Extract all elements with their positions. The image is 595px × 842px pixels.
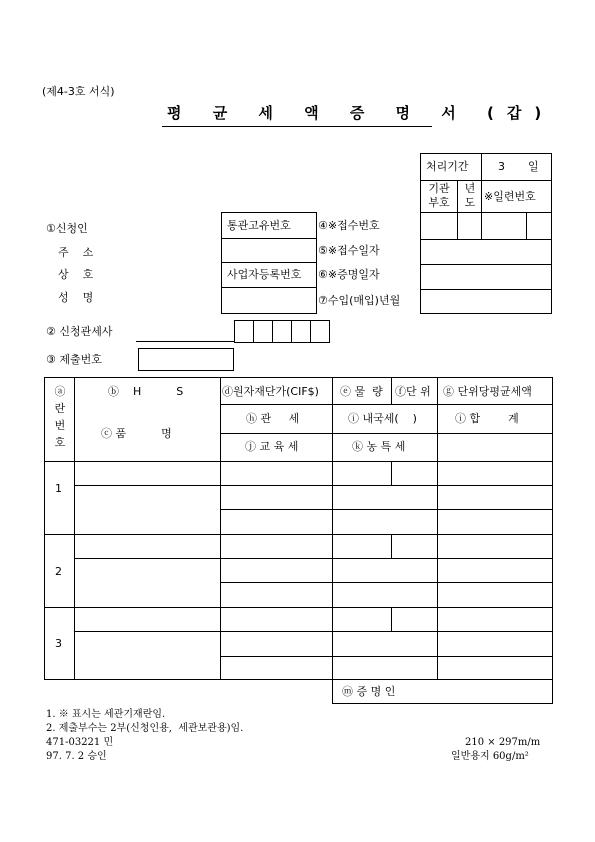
- biz-reg-label: 사업자등록번호: [227, 268, 302, 281]
- name-label: 성 명: [58, 291, 94, 304]
- processing-unit: 일: [528, 160, 539, 173]
- page-title: 평 균 세 액 증 명 서 (갑): [167, 104, 555, 122]
- divider: [391, 461, 392, 485]
- receipt-no-label: ④※접수번호: [318, 219, 380, 232]
- divider: [391, 607, 392, 631]
- divider: [526, 212, 527, 240]
- col-hs: ⓑ H S: [108, 385, 184, 398]
- col-domestic-tax: ⓘ 내국세( ): [348, 412, 417, 425]
- submit-no-box: [138, 348, 234, 371]
- note-2: 2. 제출부수는 2부(신청인용, 세관보관용)임.: [46, 723, 244, 734]
- col-quantity: ⓔ 물 량: [340, 385, 383, 398]
- col-agri-tax: ⓚ 농 특 세: [352, 440, 406, 453]
- processing-days: 3: [498, 160, 505, 173]
- divider: [74, 558, 553, 559]
- divider: [74, 377, 75, 680]
- divider: [221, 262, 317, 263]
- company-label: 상 호: [58, 268, 94, 281]
- divider: [391, 534, 392, 558]
- form-number: (제4-3호 서식): [42, 85, 115, 98]
- col-total: ⓘ 합 계: [455, 412, 519, 425]
- divider: [220, 656, 553, 657]
- col-row-number: ⓐ 란 번 호: [54, 385, 66, 449]
- divider: [310, 320, 311, 343]
- paper-type: 일반용지 60g/m²: [451, 751, 529, 762]
- divider: [481, 153, 482, 181]
- certifier-label: ⓜ 증 명 인: [342, 685, 396, 698]
- submit-no-label: ③ 제출번호: [46, 353, 102, 366]
- form-code: 471-03221 민: [46, 737, 114, 748]
- col-education-tax: ⓙ 교 육 세: [245, 440, 299, 453]
- divider: [74, 631, 553, 632]
- divider: [220, 404, 553, 405]
- divider: [44, 607, 553, 608]
- divider: [420, 289, 552, 290]
- divider: [272, 320, 273, 343]
- divider: [420, 239, 552, 240]
- divider: [437, 377, 438, 680]
- broker-label: ② 신청관세사: [46, 325, 113, 338]
- divider: [291, 320, 292, 343]
- divider: [253, 320, 254, 343]
- divider: [220, 582, 553, 583]
- address-label: 주 소: [58, 246, 94, 259]
- serial-no-label: ※일련번호: [484, 190, 536, 203]
- title-underline: [162, 126, 432, 127]
- note-1: 1. ※ 표시는 세관기재란임.: [46, 709, 166, 720]
- applicant-label: ①신청인: [46, 222, 88, 235]
- divider: [44, 534, 553, 535]
- divider: [221, 238, 317, 239]
- processing-label: 처리기간: [426, 160, 469, 173]
- divider: [332, 377, 333, 461]
- row-number-3: 3: [55, 637, 62, 650]
- col-unit-price: ⓓ원자재단가(CIF$): [222, 385, 319, 398]
- divider: [220, 509, 553, 510]
- row-number-2: 2: [55, 565, 62, 578]
- approval-date: 97. 7. 2 승인: [46, 751, 107, 762]
- divider: [391, 377, 392, 404]
- divider: [74, 485, 553, 486]
- year-label: 년 도: [464, 182, 476, 209]
- divider: [220, 377, 221, 680]
- receipt-boxes: [420, 212, 552, 314]
- divider: [44, 461, 553, 462]
- col-avg-tax: ⓖ 단위당평균세액: [443, 385, 532, 398]
- agency-code-label: 기관 부호: [428, 182, 450, 209]
- divider: [220, 433, 553, 434]
- row-number-1: 1: [55, 482, 62, 495]
- paper-size: 210 × 297m/m: [465, 737, 541, 748]
- col-item-name: ⓒ 품 명: [101, 427, 172, 440]
- import-month-label: ⑦수입(매입)년월: [318, 294, 401, 307]
- divider: [420, 264, 552, 265]
- col-unit: ⓕ단 위: [395, 385, 431, 398]
- col-customs-duty: ⓗ 관 세: [246, 412, 300, 425]
- receipt-date-label: ⑤※접수일자: [318, 244, 380, 257]
- broker-boxes: [234, 320, 330, 343]
- cert-date-label: ⑥※증명일자: [318, 268, 380, 281]
- customs-id-label: 통관고유번호: [227, 219, 291, 232]
- divider: [221, 287, 317, 288]
- broker-line: [136, 341, 234, 342]
